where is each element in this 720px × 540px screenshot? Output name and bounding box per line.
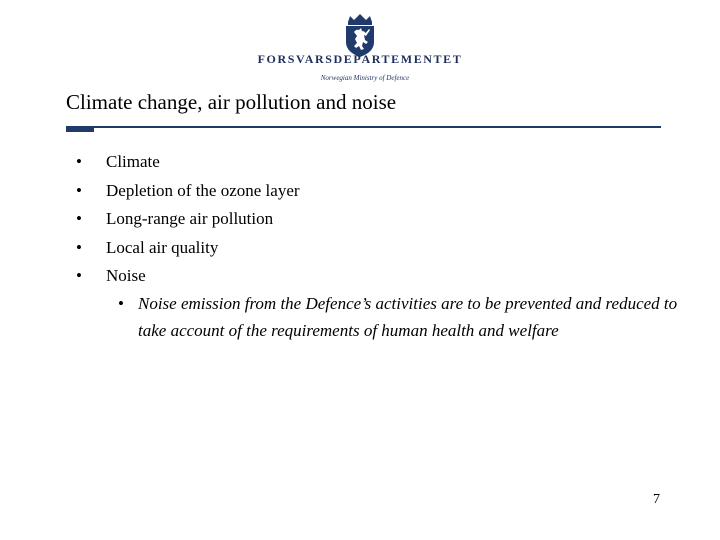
- bullet-item: [76, 177, 300, 206]
- bullet-dot: •: [76, 266, 82, 285]
- bullet-item: [76, 262, 300, 291]
- bullet-text: Depletion of the ozone layer: [106, 180, 300, 200]
- bullet-dot: •: [76, 180, 82, 200]
- title-accent-bar: [66, 128, 94, 132]
- ministry-name: FORSVARSDEPARTEMENTET: [257, 52, 463, 66]
- bullet-text: Local air quality: [106, 237, 219, 257]
- slide-title: Climate change, air pollution and noise: [66, 90, 397, 114]
- bullet-item: [76, 234, 300, 263]
- sub-bullet-dot: •: [118, 294, 124, 313]
- page-number: 7: [653, 492, 660, 507]
- bullet-dot: •: [76, 152, 82, 171]
- title-divider: [66, 126, 661, 128]
- bullet-item: [76, 205, 300, 234]
- bullet-text: Noise: [106, 266, 146, 285]
- bullet-dot: •: [76, 237, 82, 257]
- bullet-list: [76, 148, 300, 291]
- bullet-text: Climate: [106, 152, 160, 171]
- bullet-dot: •: [76, 209, 82, 228]
- sub-bullet-text: Noise emission from the Defence’s activities are to be prevented and reduced to take account of the requirements of human health and welfare: [138, 294, 678, 340]
- bullet-text: Long-range air pollution: [106, 209, 274, 228]
- bullet-item: [76, 148, 300, 177]
- sub-bullet-list: [118, 290, 678, 344]
- ministry-subtitle: Norwegian Ministry of Defence: [320, 74, 410, 82]
- sub-bullet-item: [118, 290, 678, 344]
